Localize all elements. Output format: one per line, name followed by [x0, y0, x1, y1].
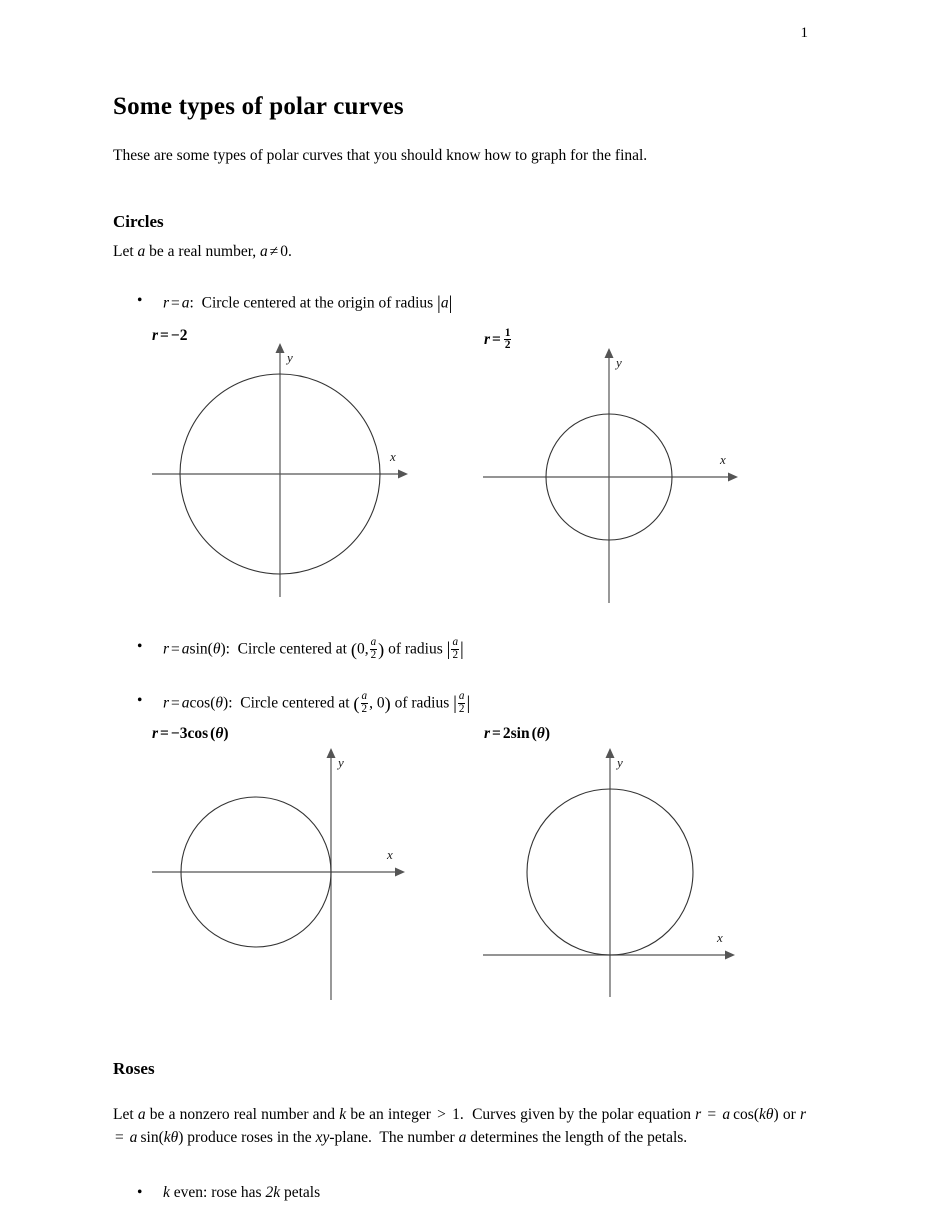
- bullet-dot-icon: •: [137, 292, 143, 309]
- circles-intro-line: [113, 241, 292, 263]
- math-equals: =: [171, 640, 180, 658]
- abs-open: |: [446, 639, 451, 660]
- y-axis-arrow: [606, 748, 615, 758]
- point-y: , 0: [369, 694, 385, 712]
- y-axis-arrow: [327, 748, 336, 758]
- point-open: (: [350, 639, 357, 660]
- bullet-text-2: of radius: [388, 640, 443, 658]
- circles-intro-cond-rel: ≠: [269, 243, 279, 260]
- circles-intro-prefix: Let: [113, 243, 138, 260]
- circles-intro-cond-val: 0.: [280, 243, 292, 260]
- page-title: Some types of polar curves: [113, 92, 404, 120]
- bullet-dot-icon: •: [137, 638, 143, 655]
- circles-intro-mid: be a real number,: [145, 243, 260, 260]
- list-item: [137, 290, 452, 317]
- y-axis-arrow: [605, 348, 614, 358]
- abs-open: |: [453, 693, 457, 714]
- math-a: a: [181, 294, 190, 312]
- plot2-title-den: 2: [504, 339, 511, 352]
- math-sin: sin: [189, 640, 208, 658]
- math-paren-close: ): [223, 694, 229, 712]
- math-paren-open: (: [210, 694, 216, 712]
- bullet-text: Circle centered at: [237, 640, 347, 658]
- plot4-title-paren-open: (: [531, 725, 537, 742]
- x-axis-arrow: [398, 470, 408, 479]
- list-item: [137, 690, 470, 717]
- circles-intro-cond-var: a: [260, 243, 268, 260]
- math-r: r: [163, 694, 170, 712]
- math-equals: =: [171, 694, 180, 712]
- math-k: k: [163, 1184, 170, 1201]
- plot3-title-r: r: [152, 725, 159, 742]
- x-axis-arrow: [395, 868, 405, 877]
- point-close: ): [378, 639, 385, 660]
- frac-den: 2: [458, 702, 465, 715]
- bullet-text-2: petals: [283, 1184, 321, 1201]
- plot4-title-theta: θ: [536, 725, 545, 742]
- math-cos: cos: [189, 694, 211, 712]
- bullet-content: [163, 690, 470, 717]
- frac-den: 2: [361, 702, 368, 715]
- abs-open: |: [437, 293, 441, 314]
- section-heading-circles: Circles: [113, 212, 164, 232]
- plot1-title-eq: =: [160, 327, 169, 344]
- plot3-title-fn: cos: [187, 725, 209, 742]
- plot1-title-r: r: [152, 327, 159, 344]
- y-axis-label: y: [617, 755, 623, 770]
- y-axis-label: y: [616, 355, 622, 370]
- plot3-title-eq: =: [160, 725, 169, 742]
- math-theta: θ: [212, 640, 221, 658]
- plot-circle-radius-one-half: [470, 335, 760, 620]
- math-2k: 2k: [265, 1184, 281, 1201]
- bullet-dot-icon: •: [137, 692, 143, 709]
- circles-intro-var: a: [137, 243, 146, 260]
- frac-num: a: [452, 636, 459, 649]
- plot4-title-coef: 2: [502, 725, 511, 742]
- x-axis-label: x: [717, 930, 723, 945]
- math-colon: :: [189, 294, 194, 312]
- math-r: r: [163, 640, 170, 658]
- bullet-text-2: of radius: [394, 694, 450, 712]
- plot2-title-r: r: [484, 331, 491, 349]
- frac-num: a: [361, 690, 368, 703]
- section-heading-roses: Roses: [113, 1059, 155, 1079]
- plot1-title-value: −2: [170, 327, 188, 344]
- bullet-content: [163, 636, 464, 663]
- y-axis-label: y: [287, 350, 293, 365]
- point-close: ): [384, 693, 391, 714]
- x-axis-arrow: [725, 951, 735, 960]
- math-a: a: [181, 694, 190, 712]
- x-axis-label: x: [390, 449, 396, 464]
- y-axis-arrow: [276, 343, 285, 353]
- bullet-text: even: rose has: [173, 1184, 262, 1201]
- plot4-title-eq: =: [492, 725, 501, 742]
- bullet-content: [163, 290, 452, 317]
- abs-fraction: [450, 637, 460, 661]
- abs-close: |: [460, 639, 464, 660]
- plot4-title-paren-close: ): [544, 725, 550, 742]
- y-axis-label: y: [338, 755, 344, 770]
- math-equals: =: [171, 294, 180, 312]
- plot-circle-radius-2: [140, 335, 430, 620]
- plot3-title-paren-close: ): [223, 725, 229, 742]
- math-theta: θ: [215, 694, 224, 712]
- plot-circle-minus-3-cos-theta: [140, 735, 430, 1015]
- frac-num: a: [458, 690, 465, 703]
- roses-paragraph: Let a be a nonzero real number and k be an integer > 1. Curves given by the polar equation r = a cos(kθ) or r = a sin(kθ) produce roses in the xy-plane. The number a determines the length of the petals.: [113, 1105, 807, 1147]
- math-paren-close: ): [220, 640, 226, 658]
- point-x-fraction: [360, 691, 370, 715]
- frac-num: a: [370, 636, 377, 649]
- x-axis-label: x: [720, 452, 726, 467]
- abs-close: |: [466, 693, 471, 714]
- bullet-text: Circle centered at the origin of radius: [201, 294, 434, 312]
- page-number: 1: [800, 25, 808, 41]
- math-r: r: [163, 294, 170, 312]
- math-colon: :: [228, 694, 233, 712]
- math-paren-open: (: [207, 640, 213, 658]
- plot4-title-fn: sin: [510, 725, 530, 742]
- plot2-title-num: 1: [504, 327, 511, 339]
- plot3-title-coef: −3: [170, 725, 188, 742]
- abs-var: a: [440, 294, 449, 312]
- plot2-title-eq: =: [492, 331, 501, 349]
- point-y-fraction: [369, 637, 379, 661]
- intro-paragraph: These are some types of polar curves that you should know how to graph for the final.: [113, 146, 648, 164]
- x-axis-label: x: [387, 847, 393, 862]
- point-open: (: [353, 693, 360, 714]
- list-item: [137, 636, 464, 663]
- plot-circle-2-sin-theta: [470, 735, 760, 1015]
- abs-close: |: [448, 293, 453, 314]
- plot4-title-r: r: [484, 725, 491, 742]
- plot3-title-paren-open: (: [210, 725, 216, 742]
- list-item: [137, 1182, 320, 1204]
- x-axis-arrow: [728, 473, 738, 482]
- frac-den: 2: [452, 648, 459, 661]
- bullet-dot-icon: •: [137, 1184, 143, 1201]
- math-colon: :: [225, 640, 230, 658]
- math-a: a: [181, 640, 190, 658]
- bullet-text: Circle centered at: [240, 694, 350, 712]
- frac-den: 2: [370, 648, 377, 661]
- bullet-content: [163, 1182, 320, 1204]
- point-x: 0,: [356, 640, 369, 658]
- plot3-title-theta: θ: [215, 725, 224, 742]
